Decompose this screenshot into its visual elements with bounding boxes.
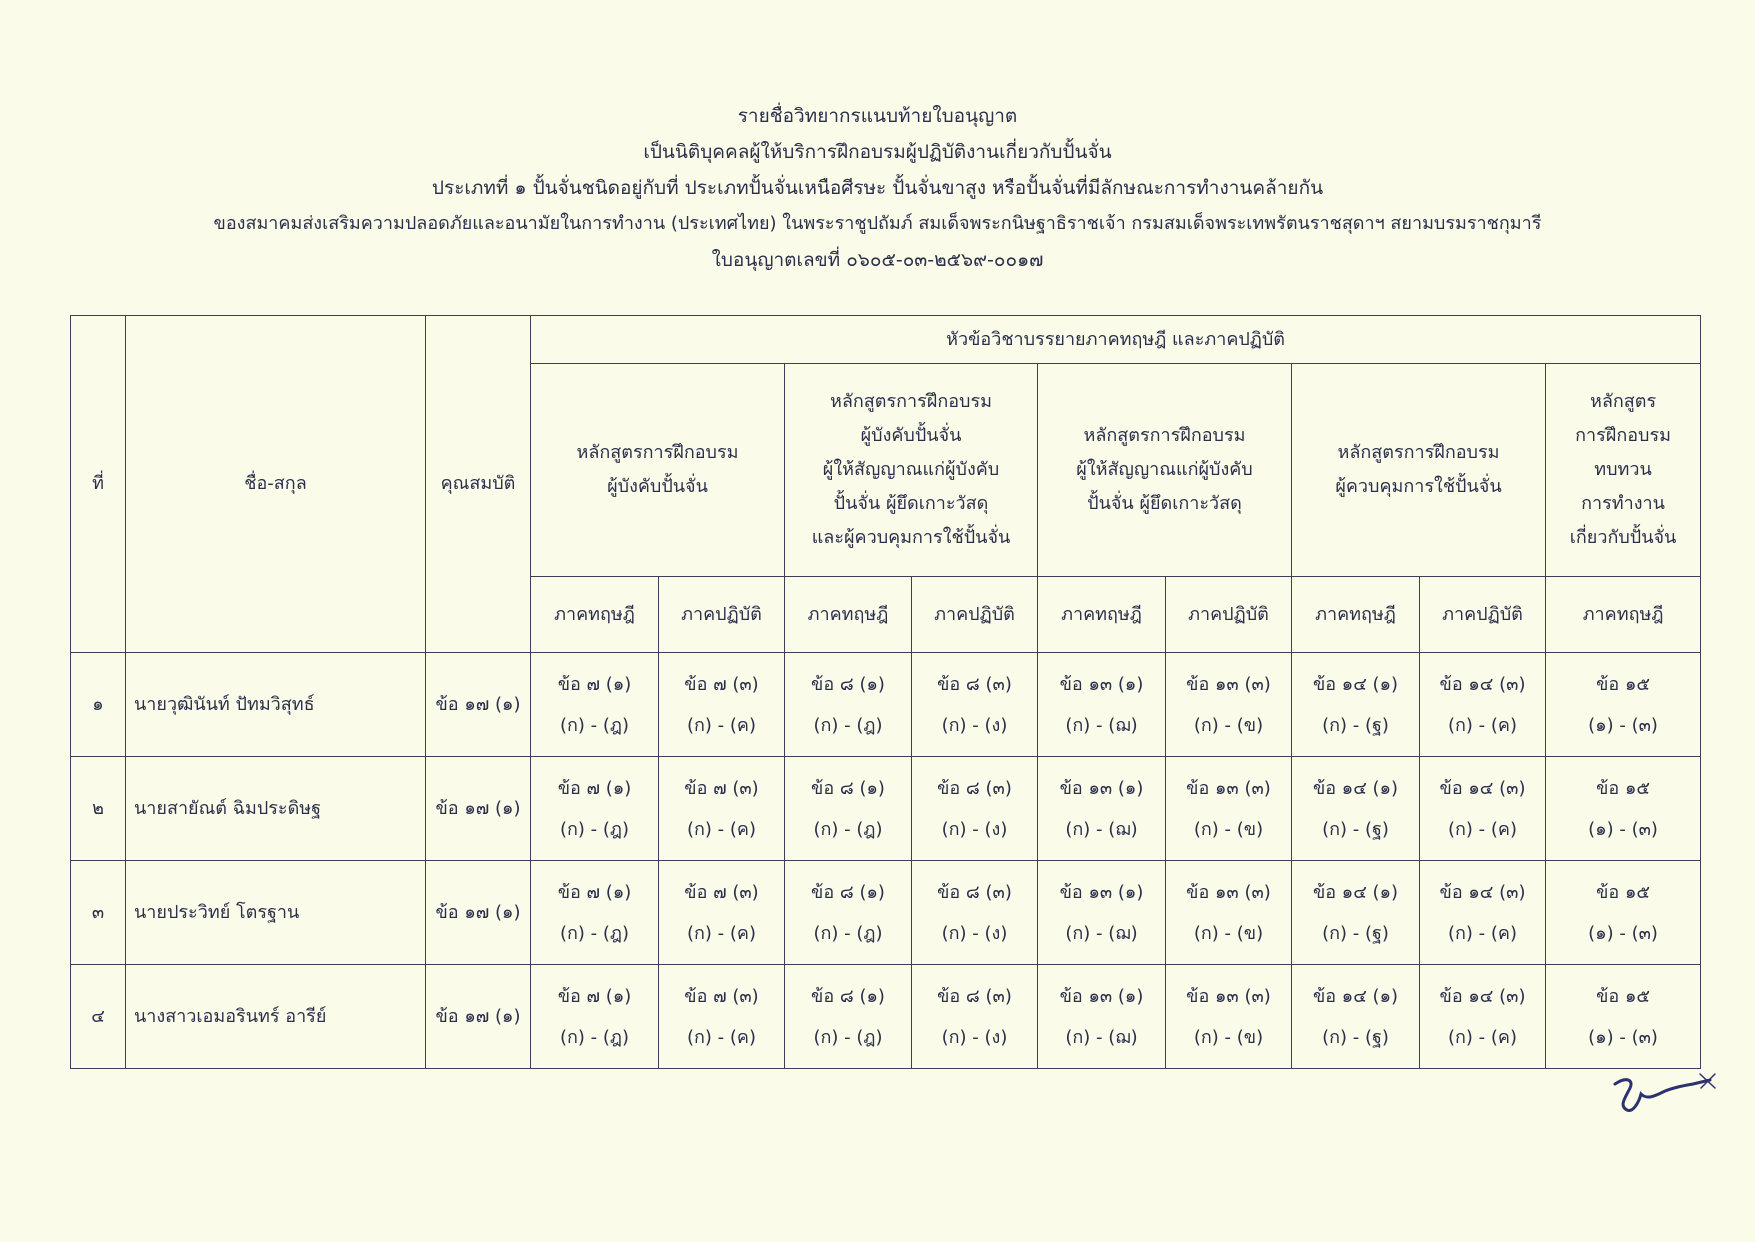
- topic-cell: [1038, 757, 1166, 861]
- topic-cell: [1546, 653, 1701, 757]
- topic-clause: ข้อ ๗ (๑): [557, 985, 632, 1007]
- topic-clause: ข้อ ๑๕: [1596, 985, 1650, 1007]
- topic-clause: ข้อ ๑๔ (๑): [1312, 881, 1399, 903]
- course-text: หลักสูตรการฝึกอบรม: [1083, 425, 1246, 446]
- topic-cell: [1420, 757, 1546, 861]
- topic-range: (ก) - (ข): [1193, 1026, 1264, 1048]
- lecturer-name: นายวุฒินันท์ ปัทมวิสุทธ์: [126, 653, 426, 757]
- topic-clause: ข้อ ๘ (๓): [937, 985, 1012, 1007]
- topic-clause: ข้อ ๗ (๓): [684, 881, 759, 903]
- topic-range: (๑) - (๓): [1588, 922, 1658, 944]
- topic-range: (ก) - (ข): [1193, 818, 1264, 840]
- course-text: ผู้บังคับปั้นจั่น: [860, 425, 962, 446]
- row-number: ๑: [71, 653, 126, 757]
- topic-cell: [531, 861, 659, 965]
- topic-clause: ข้อ ๑๓ (๑): [1059, 673, 1144, 695]
- header-line-4: ของสมาคมส่งเสริมความปลอดภัยและอนามัยในการทำงาน (ประเทศไทย) ในพระราชูปถัมภ์ สมเด็จพระกนิษฐาธิราชเจ้า กรมสมเด็จพระเทพรัตนราชสุดาฯ สยามบรมราชกุมารี: [213, 213, 1542, 234]
- lecturer-name: นายประวิทย์ โตรฐาน: [126, 861, 426, 965]
- qualification: ข้อ ๑๗ (๑): [426, 757, 531, 861]
- topic-clause: ข้อ ๘ (๑): [811, 881, 885, 903]
- course-text: ปั้นจั่น ผู้ยึดเกาะวัสดุ: [833, 493, 989, 514]
- topic-cell: [659, 965, 785, 1069]
- topic-cell: [1546, 965, 1701, 1069]
- topic-range: (ก) - (ฎ): [559, 818, 629, 840]
- topic-cell: [912, 861, 1038, 965]
- topic-range: (ก) - (ง): [941, 714, 1008, 736]
- table-row: [71, 653, 1701, 757]
- course-text: การทำงาน: [1581, 493, 1665, 514]
- document-header: [0, 98, 1755, 278]
- topic-clause: ข้อ ๗ (๑): [557, 777, 632, 799]
- topic-range: (ก) - (ฐ): [1322, 922, 1389, 944]
- topic-clause: ข้อ ๘ (๑): [811, 985, 885, 1007]
- col-no-header: ที่: [71, 316, 126, 653]
- sub-header: ภาคทฤษฎี: [1292, 577, 1420, 653]
- topic-cell: [659, 861, 785, 965]
- topic-range: (ก) - (ฎ): [559, 922, 629, 944]
- topic-range: (ก) - (ง): [941, 922, 1008, 944]
- topic-cell: [1038, 861, 1166, 965]
- topic-clause: ข้อ ๑๓ (๓): [1186, 777, 1271, 799]
- topic-cell: [912, 757, 1038, 861]
- topic-range: (ก) - (ฌ): [1065, 818, 1138, 840]
- topic-range: (๑) - (๓): [1588, 818, 1658, 840]
- topic-cell: [1420, 653, 1546, 757]
- topic-clause: ข้อ ๑๓ (๑): [1059, 985, 1144, 1007]
- topic-clause: ข้อ ๑๔ (๓): [1439, 777, 1526, 799]
- course-text: ทบทวน: [1594, 459, 1652, 480]
- topic-cell: [1166, 965, 1292, 1069]
- lecturer-name: นางสาวเอมอรินทร์ อารีย์: [126, 965, 426, 1069]
- topic-range: (ก) - (ค): [687, 922, 756, 944]
- topic-cell: [912, 965, 1038, 1069]
- topic-range: (ก) - (ค): [687, 818, 756, 840]
- topic-cell: [1546, 861, 1701, 965]
- topic-cell: [531, 653, 659, 757]
- topic-range: (ก) - (ข): [1193, 714, 1264, 736]
- table-body: [71, 653, 1701, 1069]
- topic-clause: ข้อ ๘ (๓): [937, 777, 1012, 799]
- topic-clause: ข้อ ๑๔ (๑): [1312, 673, 1399, 695]
- topic-clause: ข้อ ๑๓ (๑): [1059, 777, 1144, 799]
- table-row: [71, 861, 1701, 965]
- lecturer-name: นายสายัณต์ ฉิมประดิษฐ: [126, 757, 426, 861]
- topic-clause: ข้อ ๗ (๓): [684, 985, 759, 1007]
- qualification: ข้อ ๑๗ (๑): [426, 965, 531, 1069]
- row-number: ๔: [71, 965, 126, 1069]
- topic-clause: ข้อ ๑๕: [1596, 777, 1650, 799]
- qualification: ข้อ ๑๗ (๑): [426, 861, 531, 965]
- topic-range: (ก) - (ค): [1448, 818, 1517, 840]
- topic-clause: ข้อ ๘ (๓): [937, 881, 1012, 903]
- course-text: หลักสูตร: [1589, 391, 1657, 412]
- topic-cell: [785, 757, 912, 861]
- sub-header: ภาคทฤษฎี: [531, 577, 659, 653]
- sub-header: ภาคทฤษฎี: [1038, 577, 1166, 653]
- topic-clause: ข้อ ๑๓ (๓): [1186, 881, 1271, 903]
- course-header-1: [531, 364, 785, 577]
- topic-cell: [659, 653, 785, 757]
- topic-clause: ข้อ ๑๔ (๓): [1439, 985, 1526, 1007]
- course-text: ผู้ให้สัญญาณแก่ผู้บังคับ: [1076, 459, 1253, 480]
- sub-header: ภาคปฏิบัติ: [912, 577, 1038, 653]
- topic-clause: ข้อ ๑๓ (๓): [1186, 673, 1271, 695]
- topic-cell: [1166, 861, 1292, 965]
- topic-range: (ก) - (ฌ): [1065, 922, 1138, 944]
- course-header-2: [785, 364, 1038, 577]
- topic-cell: [1166, 653, 1292, 757]
- course-text: หลักสูตรการฝึกอบรม: [1337, 442, 1500, 463]
- topics-header: หัวข้อวิชาบรรยายภาคทฤษฎี และภาคปฏิบัติ: [531, 316, 1701, 364]
- course-header-5: [1546, 364, 1701, 577]
- course-header-3: [1038, 364, 1292, 577]
- topic-clause: ข้อ ๗ (๓): [684, 777, 759, 799]
- topic-cell: [1038, 965, 1166, 1069]
- topic-range: (ก) - (ค): [687, 714, 756, 736]
- topic-range: (ก) - (ฐ): [1322, 1026, 1389, 1048]
- table-row: [71, 965, 1701, 1069]
- topic-clause: ข้อ ๑๓ (๓): [1186, 985, 1271, 1007]
- topic-cell: [1166, 757, 1292, 861]
- topic-clause: ข้อ ๑๓ (๑): [1059, 881, 1144, 903]
- topic-range: (ก) - (ฎ): [813, 922, 883, 944]
- topic-range: (๑) - (๓): [1588, 714, 1658, 736]
- topic-range: (ก) - (ฎ): [559, 1026, 629, 1048]
- topic-cell: [531, 965, 659, 1069]
- topic-cell: [1292, 757, 1420, 861]
- course-text: เกี่ยวกับปั้นจั่น: [1569, 527, 1677, 548]
- topic-cell: [1292, 653, 1420, 757]
- topic-clause: ข้อ ๘ (๑): [811, 777, 885, 799]
- topic-range: (ก) - (ค): [687, 1026, 756, 1048]
- topic-clause: ข้อ ๑๔ (๓): [1439, 881, 1526, 903]
- course-text: หลักสูตรการฝึกอบรม: [829, 391, 993, 412]
- topic-clause: ข้อ ๗ (๑): [557, 881, 632, 903]
- course-text: ผู้ให้สัญญาณแก่ผู้บังคับ: [822, 459, 1000, 480]
- topic-clause: ข้อ ๑๔ (๑): [1312, 777, 1399, 799]
- header-line-1: รายชื่อวิทยากรแนบท้ายใบอนุญาต: [737, 105, 1018, 127]
- topic-clause: ข้อ ๑๕: [1596, 673, 1650, 695]
- topic-range: (ก) - (ฌ): [1065, 714, 1138, 736]
- topic-clause: ข้อ ๘ (๓): [937, 673, 1012, 695]
- topic-clause: ข้อ ๗ (๑): [557, 673, 632, 695]
- topic-clause: ข้อ ๗ (๓): [684, 673, 759, 695]
- topic-cell: [1292, 965, 1420, 1069]
- signature-icon: [1605, 1066, 1720, 1116]
- sub-header: ภาคปฏิบัติ: [659, 577, 785, 653]
- topic-range: (ก) - (ง): [941, 1026, 1008, 1048]
- course-text: ปั้นจั่น ผู้ยึดเกาะวัสดุ: [1087, 493, 1242, 514]
- topic-range: (ก) - (ฎ): [813, 818, 883, 840]
- topic-cell: [785, 965, 912, 1069]
- topic-range: (ก) - (ฐ): [1322, 818, 1389, 840]
- topic-range: (ก) - (ฎ): [813, 714, 883, 736]
- topic-cell: [785, 653, 912, 757]
- course-text: การฝึกอบรม: [1575, 425, 1671, 446]
- row-number: ๓: [71, 861, 126, 965]
- topic-cell: [1038, 653, 1166, 757]
- topic-cell: [1420, 965, 1546, 1069]
- topic-range: (ก) - (ฐ): [1322, 714, 1389, 736]
- topic-range: (ก) - (ค): [1448, 714, 1517, 736]
- topic-range: (ก) - (ค): [1448, 922, 1517, 944]
- topic-range: (ก) - (ข): [1193, 922, 1264, 944]
- header-line-3: ประเภทที่ ๑ ปั้นจั่นชนิดอยู่กับที่ ประเภทปั้นจั่นเหนือศีรษะ ปั้นจั่นขาสูง หรือปั้นจั่นที่มีลักษณะการทำงานคล้ายกัน: [431, 177, 1324, 199]
- col-name-header: ชื่อ-สกุล: [126, 316, 426, 653]
- sub-header: ภาคปฏิบัติ: [1166, 577, 1292, 653]
- topic-range: (ก) - (ง): [941, 818, 1008, 840]
- topic-cell: [785, 861, 912, 965]
- topic-cell: [1292, 861, 1420, 965]
- header-line-2: เป็นนิติบุคคลผู้ให้บริการฝึกอบรมผู้ปฏิบัติงานเกี่ยวกับปั้นจั่น: [643, 141, 1112, 163]
- topic-clause: ข้อ ๘ (๑): [811, 673, 885, 695]
- topic-range: (๑) - (๓): [1588, 1026, 1658, 1048]
- course-text: และผู้ควบคุมการใช้ปั้นจั่น: [811, 527, 1011, 548]
- topic-cell: [912, 653, 1038, 757]
- course-text: ผู้ควบคุมการใช้ปั้นจั่น: [1335, 476, 1502, 497]
- course-header-4: [1292, 364, 1546, 577]
- topic-range: (ก) - (ฎ): [559, 714, 629, 736]
- sub-header: ภาคทฤษฎี: [785, 577, 912, 653]
- topic-clause: ข้อ ๑๔ (๑): [1312, 985, 1399, 1007]
- topic-cell: [1546, 757, 1701, 861]
- topic-range: (ก) - (ค): [1448, 1026, 1517, 1048]
- topic-clause: ข้อ ๑๕: [1596, 881, 1650, 903]
- topic-cell: [659, 757, 785, 861]
- course-text: ผู้บังคับปั้นจั่น: [607, 476, 708, 497]
- course-text: หลักสูตรการฝึกอบรม: [576, 442, 739, 463]
- topic-range: (ก) - (ฎ): [813, 1026, 883, 1048]
- license-number-line: ใบอนุญาตเลขที่ ๐๖๐๕-๐๓-๒๕๖๙-๐๐๑๗: [711, 249, 1044, 271]
- qualification: ข้อ ๑๗ (๑): [426, 653, 531, 757]
- lecturer-table: [70, 315, 1701, 1069]
- col-qual-header: คุณสมบัติ: [426, 316, 531, 653]
- topic-cell: [531, 757, 659, 861]
- topic-clause: ข้อ ๑๔ (๓): [1439, 673, 1526, 695]
- row-number: ๒: [71, 757, 126, 861]
- sub-header: ภาคทฤษฎี: [1546, 577, 1701, 653]
- topic-range: (ก) - (ฌ): [1065, 1026, 1138, 1048]
- topic-cell: [1420, 861, 1546, 965]
- table-row: [71, 757, 1701, 861]
- sub-header: ภาคปฏิบัติ: [1420, 577, 1546, 653]
